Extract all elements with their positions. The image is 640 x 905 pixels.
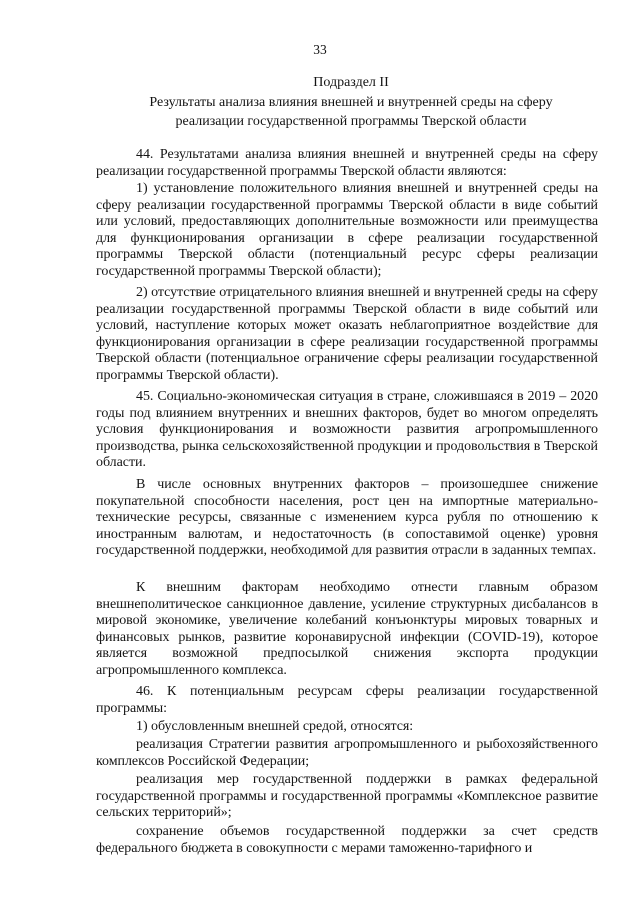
list-item-1: 1) установление положительного влияния внешней и внутренней среды на сферу реализации государственной программы Тверской области в виде событий или условий, предоставляющих дополнительные возможности или преимущества для функционирования организации в сфере реализации государственной программы Тверской области (потенциальный ресурс сферы реализации государственной программы Тверской области); [96,181,598,279]
paragraph-46: 46. К потенциальным ресурсам сферы реализации государственной программы: [96,684,598,716]
paragraph-external-factors: К внешним факторам необходимо отнести главным образом внешнеполитическое санкционное давление, усиление структурных дисбалансов в мировой экономике, увеличение колебаний конъюнктуры мировых товарных и финансовых рынков, развитие коронавирусной инфекции (COVID-19), которое является возможной предпосылкой снижения экспорта продукции агропромышленного комплекса. [96,580,598,678]
bullet-state-support: реализация мер государственной поддержки в рамках федеральной государственной программы и государственной программы «Комплексное развитие сельских территорий»; [96,772,598,821]
paragraph-45: 45. Социально-экономическая ситуация в стране, сложившаяся в 2019 – 2020 годы под влиянием внутренних и внешних факторов, будет во многом определять условия функционирования и возможности развития агропромышленного производства, рынка сельскохозяйственной продукции и продовольствия в Тверской области. [96,389,598,471]
bullet-strategy: реализация Стратегии развития агропромышленного и рыбохозяйственного комплексов Российской Федерации; [96,737,598,769]
paragraph-internal-factors: В числе основных внутренних факторов – произошедшее снижение покупательной способности населения, рост цен на импортные материально-технические ресурсы, связанные с изменением курса рубля по отношению к иностранным валютам, и недостаточность (в сопоставимой оценке) уровня государственной поддержки, необходимой для развития отрасли в заданных темпах. [96,477,598,559]
page-number: 33 [313,42,327,57]
list-item-2: 2) отсутствие отрицательного влияния внешней и внутренней среды на сферу реализации государственной программы Тверской области в виде событий или условий, наступление которых может оказать неблагоприятное воздействие для функционирования организации в сфере реализации государственной программы Тверской области (потенциальное ограничение сферы реализации государственной программы Тверской области). [96,285,598,383]
subsection-heading: Подраздел II [313,75,389,90]
paragraph-44: 44. Результатами анализа влияния внешней и внутренней среды на сферу реализации государственной программы Тверской области являются: [96,147,598,179]
section-title-line-2: реализации государственной программы Тверской области [175,114,527,129]
list-item-external: 1) обусловленным внешней средой, относятся: [136,719,414,734]
bullet-federal-budget: сохранение объемов государственной поддержки за счет средств федерального бюджета в совокупности с мерами таможенно-тарифного и [96,824,598,856]
section-title-line-1: Результаты анализа влияния внешней и внутренней среды на сферу [149,95,553,110]
